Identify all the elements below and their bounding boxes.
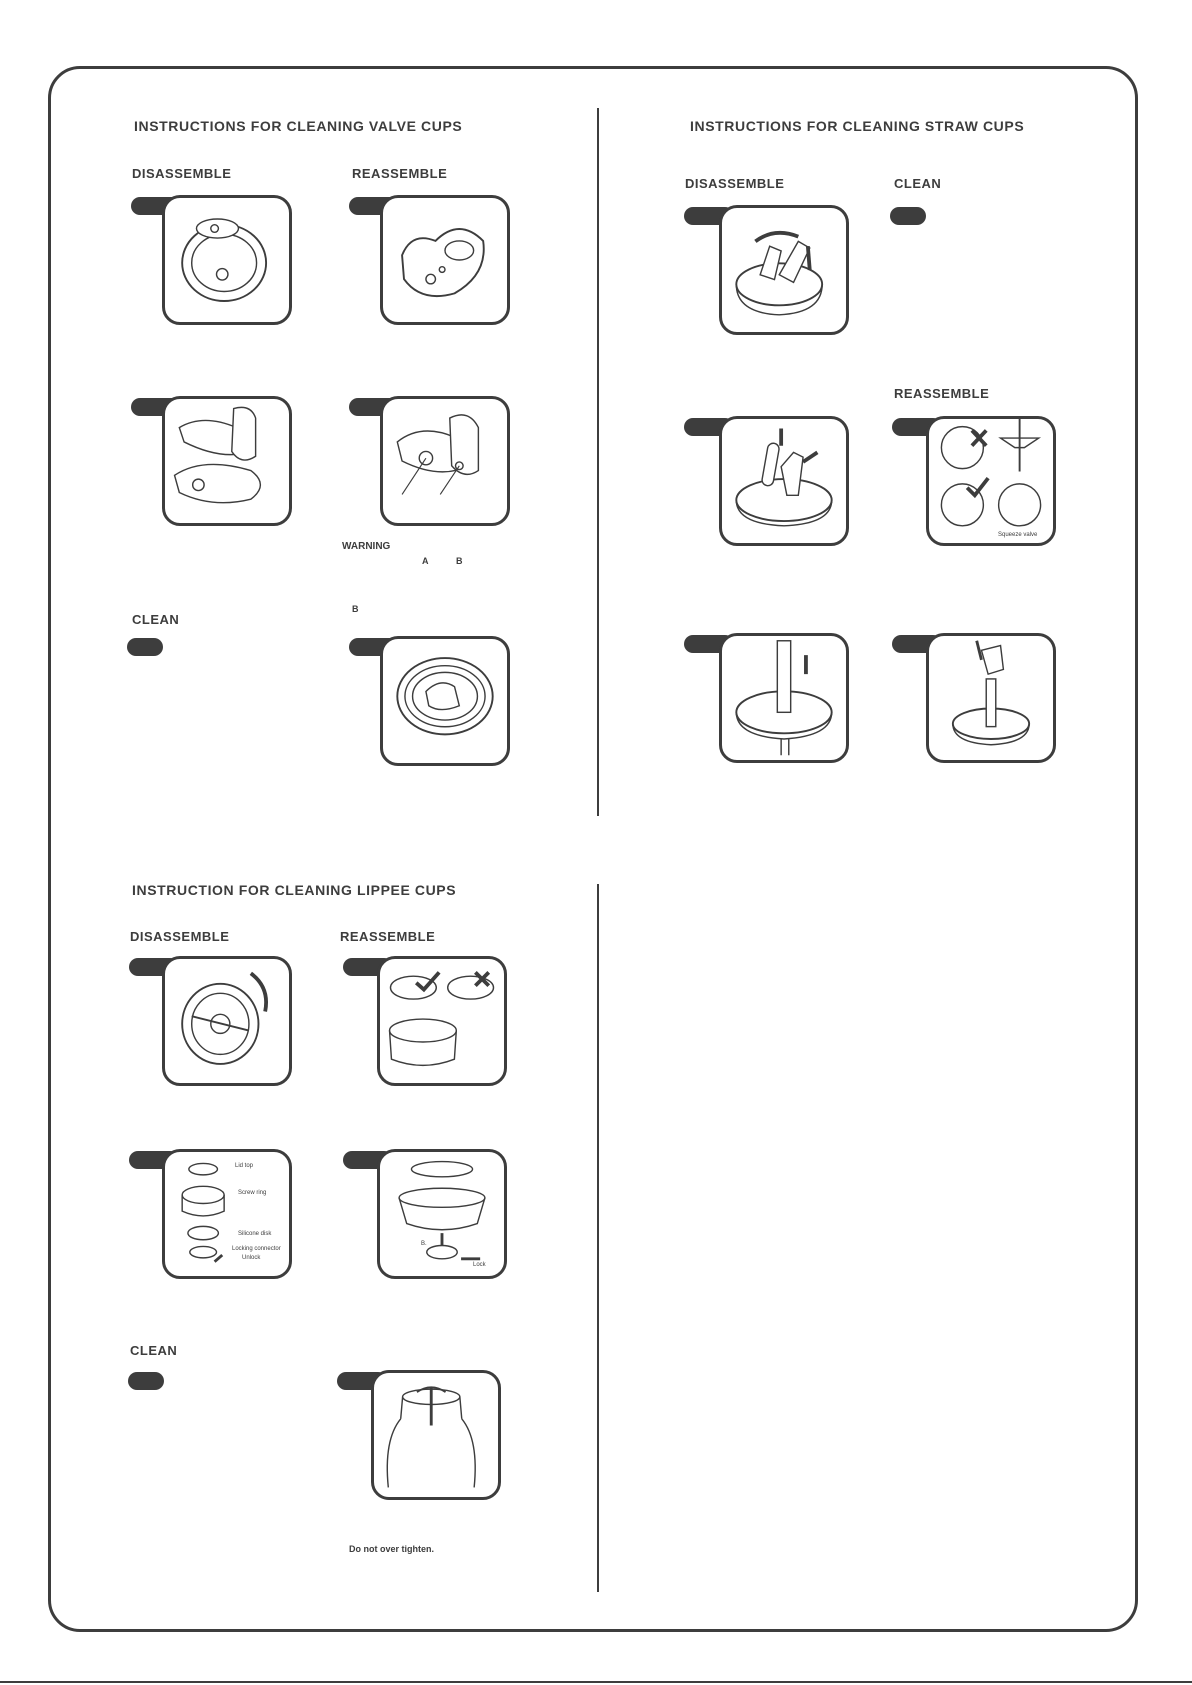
lippee-reassemble-step-2-image	[377, 1149, 507, 1279]
cup-lid-illustration	[165, 198, 289, 322]
straw-lid-illustration	[722, 208, 846, 332]
screw-ring-label: Screw ring	[238, 1190, 267, 1196]
valve-disassemble-step-2-image	[162, 396, 292, 526]
straw-reassemble-step-3-image	[926, 633, 1056, 763]
lippee-clean-heading: CLEAN	[130, 1343, 178, 1358]
straw-disassemble-step-2-image	[719, 416, 849, 546]
lock-label: Lock	[473, 1262, 486, 1268]
lippee-exploded-parts-illustration	[165, 1152, 289, 1276]
valve-parts-illustration	[165, 399, 289, 523]
valve-reassemble-step-1-image	[380, 195, 510, 325]
lippee-reassemble-step-3-image	[371, 1370, 501, 1500]
clean-step-badge	[890, 207, 926, 225]
clean-step-badge	[127, 638, 163, 656]
straw-reassemble-heading: REASSEMBLE	[894, 386, 990, 401]
valve-section-title: INSTRUCTIONS FOR CLEANING VALVE CUPS	[134, 118, 463, 134]
straw-valve-attach-illustration	[929, 636, 1053, 760]
straw-disassemble-heading: DISASSEMBLE	[685, 176, 785, 191]
silicone-disk-label: Silicone disk	[238, 1231, 272, 1237]
valve-disassemble-heading: DISASSEMBLE	[132, 166, 232, 181]
squeeze-valve-label: Squeeze valve	[998, 532, 1038, 538]
lippee-disassemble-step-2-image	[162, 1149, 292, 1279]
lippee-label-b: B.	[421, 1241, 427, 1247]
column-divider-top	[597, 108, 599, 816]
valve-warning-label: WARNING	[342, 541, 391, 552]
valve-reassemble-heading: REASSEMBLE	[352, 166, 448, 181]
valve-disassemble-step-1-image	[162, 195, 292, 325]
valve-label-b2: B	[352, 604, 359, 614]
lippee-lid-illustration	[165, 959, 289, 1083]
valve-reassemble-step-2-image	[380, 396, 510, 526]
silicone-disk-orientation-illustration	[380, 959, 504, 1083]
straw-removal-illustration	[722, 419, 846, 543]
lippee-section-title: INSTRUCTION FOR CLEANING LIPPEE CUPS	[132, 882, 457, 898]
lid-top-label: Lid top	[235, 1163, 254, 1169]
straw-section-title: INSTRUCTIONS FOR CLEANING STRAW CUPS	[690, 118, 1025, 134]
valve-reassemble-step-3-image	[380, 636, 510, 766]
lippee-assembly-illustration	[380, 1152, 504, 1276]
clean-step-badge	[128, 1372, 164, 1390]
lippee-cup-illustration	[374, 1373, 498, 1497]
cup-top-illustration	[383, 639, 507, 763]
valve-label-b: B	[456, 556, 463, 566]
straw-insert-illustration	[722, 636, 846, 760]
over-tighten-note: Do not over tighten.	[349, 1544, 434, 1554]
valve-assembly-illustration	[383, 399, 507, 523]
straw-reassemble-step-2-image	[719, 633, 849, 763]
locking-connector-label: Locking connector	[232, 1246, 281, 1252]
lippee-reassemble-step-1-image	[377, 956, 507, 1086]
straw-clean-heading: CLEAN	[894, 176, 942, 191]
column-divider-bottom	[597, 884, 599, 1592]
valve-label-a: A	[422, 556, 429, 566]
page-bottom-rule	[0, 1681, 1192, 1683]
valve-illustration	[383, 198, 507, 322]
lippee-disassemble-step-1-image	[162, 956, 292, 1086]
unlock-label: Unlock	[242, 1255, 261, 1261]
lippee-reassemble-heading: REASSEMBLE	[340, 929, 436, 944]
straw-disassemble-step-1-image	[719, 205, 849, 335]
lippee-disassemble-heading: DISASSEMBLE	[130, 929, 230, 944]
valve-clean-heading: CLEAN	[132, 612, 180, 627]
squeeze-valve-illustration	[929, 419, 1053, 543]
straw-reassemble-step-1-image	[926, 416, 1056, 546]
